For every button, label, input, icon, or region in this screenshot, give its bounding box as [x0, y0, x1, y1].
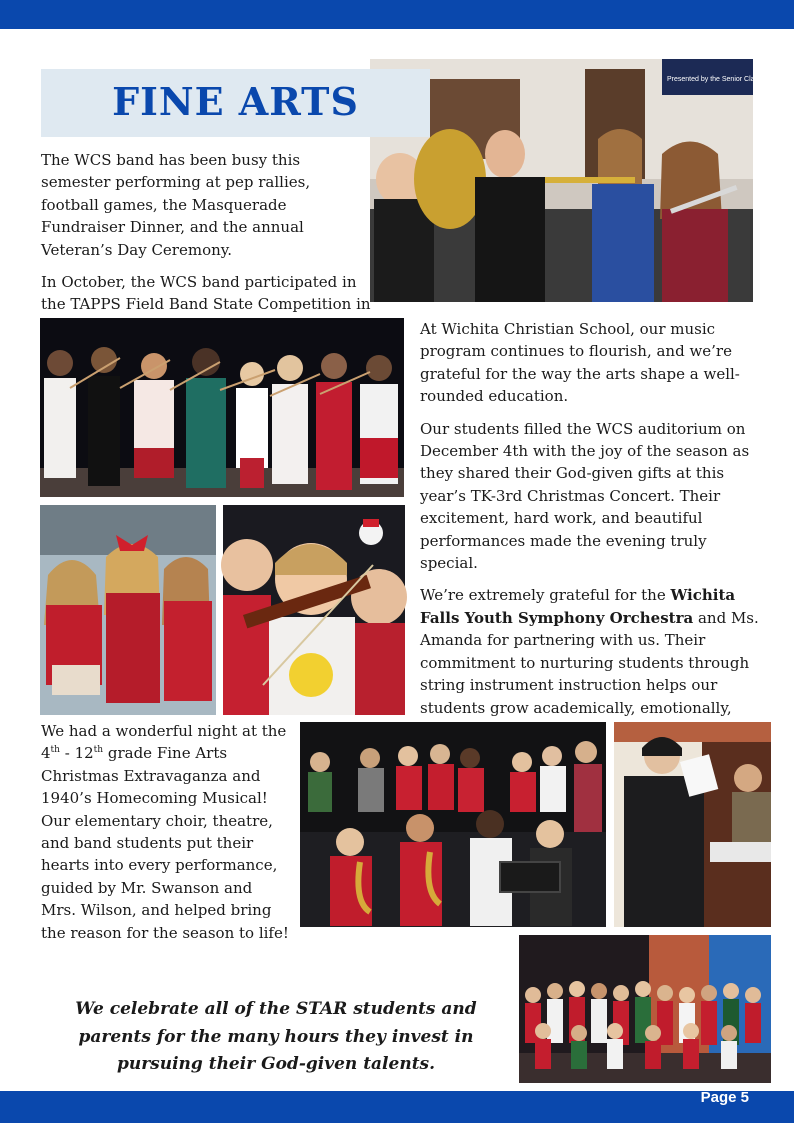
bottom-color-bar	[0, 1091, 794, 1123]
choir-photo	[519, 935, 771, 1083]
three-girls-photo	[40, 505, 216, 715]
music-text-block	[420, 318, 763, 751]
band-banner-text: Presented by the Senior Class of 20	[667, 76, 780, 83]
piano-player-photo	[614, 722, 771, 927]
orchestra-name: Wichita Falls Youth Symphony Orchestra	[420, 586, 736, 627]
music-paragraph-3: We’re extremely grateful for the Wichita Falls Youth Symphony Orchestra and Ms. Amanda for partnering with us. Their commitment to nurturing students through string instrument instruction helps our students grow academically, emotionally,	[420, 586, 759, 717]
top-color-bar	[0, 0, 794, 29]
boy-violin-photo	[223, 505, 405, 715]
extravaganza-paragraph: We had a wonderful night at the 4th - 12th grade Fine Arts Christmas Extravaganza and 1940’s Homecoming Musical! Our elementary choir, theatre, and band students put their hearts into every performance, guided by Mr. Swanson and Mrs. Wilson, and helped bring the reason for the season to life!	[41, 722, 289, 942]
extravaganza-text-block	[41, 720, 291, 954]
saxophone-band-photo	[300, 722, 606, 927]
band-paragraph-1: The WCS band has been busy this semester performing at pep rallies, football games, the Masquerade Fundraiser Dinner, and the annual Veteran’s Day Ceremony.	[41, 151, 311, 259]
page-title: FINE ARTS	[112, 79, 359, 124]
band-paragraph-2: In October, the WCS band participated in the TAPPS Field Band State Competition in	[41, 273, 371, 314]
title-banner	[41, 69, 430, 137]
violin-group-photo	[40, 318, 404, 497]
music-paragraph-2: Our students filled the WCS auditorium on December 4th with the joy of the season as they shared their God-given gifts at this year’s TK-3rd Christmas Concert. Their excitement, hard work, and beautiful performances made the evening truly special.	[420, 419, 750, 573]
page-number: Page 5	[700, 1089, 749, 1106]
closing-statement: We celebrate all of the STAR students and parents for the many hours they invest in pursuing their God-given talents.	[75, 999, 477, 1074]
music-paragraph-1: At Wichita Christian School, our music program continues to flourish, and we’re grateful for the way the arts shape a well-rounded education.	[420, 320, 740, 406]
